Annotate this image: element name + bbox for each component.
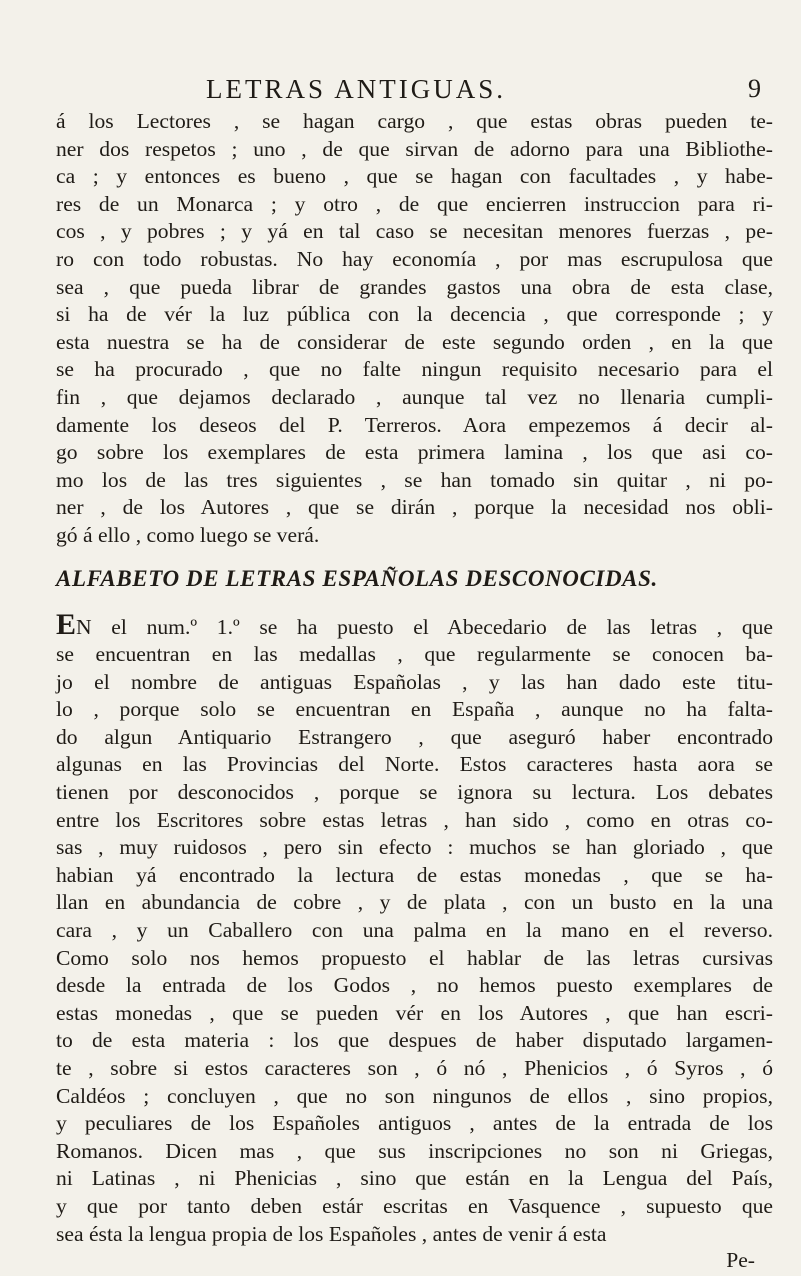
text-line: jo el nombre de antiguas Españolas , y las han dado este titu-: [56, 669, 773, 694]
section-paragraph: [56, 607, 773, 1249]
text-line: ner , de los Autores , que se dirán , porque la necesidad nos obli-: [56, 495, 773, 520]
text-line: Caldéos ; concluyen , que no son ningunos de ellos , sino propios,: [56, 1083, 773, 1108]
text-line: y que por tanto deben estár escritas en Vasquence , supuesto que: [56, 1193, 773, 1218]
text-line: si ha de vér la luz pública con la decencia , que corresponde ; y: [56, 302, 773, 327]
intro-paragraph: [56, 108, 773, 550]
text-line: fin , que dejamos declarado , aunque tal vez no llenaria cumpli-: [56, 384, 773, 409]
text-line: ro con todo robustas. No hay economía , por mas escrupulosa que: [56, 246, 773, 271]
text-line: entre los Escritores sobre estas letras , han sido , como en otras co-: [56, 807, 773, 832]
text-line: lo , porque solo se encuentran en España , aunque no ha falta-: [56, 697, 773, 722]
section-heading: ALFABETO DE LETRAS ESPAÑOLAS DESCONOCIDAS.: [56, 565, 658, 591]
text-line: Como solo nos hemos propuesto el hablar de las letras cursivas: [56, 945, 773, 970]
text-line: sas , muy ruidosos , pero sin efecto : muchos se han gloriado , que: [56, 835, 773, 860]
page-number: 9: [748, 74, 761, 103]
text-line: ni Latinas , ni Phenicias , sino que están en la Lengua del País,: [56, 1166, 773, 1191]
text-line: ner dos respetos ; uno , de que sirvan de adorno para una Bibliothe-: [56, 136, 773, 161]
text-line: llan en abundancia de cobre , y de plata , con un busto en la una: [56, 890, 773, 915]
text-line: tienen por desconocidos , porque se ignora su lectura. Los debates: [56, 780, 773, 805]
text-line: algunas en las Provincias del Norte. Estos caracteres hasta aora se: [56, 752, 773, 777]
text-line: sea ésta la lengua propia de los Españoles , antes de venir á esta: [56, 1221, 607, 1246]
running-title: LETRAS ANTIGUAS.: [206, 74, 507, 104]
text-line: estas monedas , que se pueden vér en los Autores , que han escri-: [56, 1000, 773, 1025]
text-line: Romanos. Dicen mas , que sus inscripciones no son ni Griegas,: [56, 1138, 773, 1163]
text-line: habian yá encontrado la lectura de estas monedas , que se ha-: [56, 862, 773, 887]
text-line: damente los deseos del P. Terreros. Aora empezemos á decir al-: [56, 412, 773, 437]
text-line: do algun Antiquario Estrangero , que aseguró haber encontrado: [56, 724, 773, 749]
page-footer: [56, 1248, 773, 1276]
text-line: res de un Monarca ; y otro , de que encierren instruccion para ri-: [56, 191, 773, 216]
text-line: se ha procurado , que no falte ningun requisito necesario para el: [56, 357, 773, 382]
text-line: desde la entrada de los Godos , no hemos puesto exemplares de: [56, 973, 773, 998]
page-body: [56, 108, 773, 1248]
text-line: te , sobre si estos caracteres son , ó nó , Phenicios , ó Syros , ó: [56, 1056, 773, 1080]
drop-cap: E: [56, 607, 77, 641]
text-line-content: N el num.º 1.º se ha puesto el Abecedario de las letras , que: [76, 614, 773, 639]
text-line: esta nuestra se ha de considerar de este segundo orden , en la que: [56, 329, 773, 354]
text-line: se encuentran en las medallas , que regularmente se conocen ba-: [56, 642, 773, 667]
text-line: á los Lectores , se hagan cargo , que estas obras pueden te-: [56, 109, 773, 133]
text-line: cos , y pobres ; y yá en tal caso se necesitan menores fuerzas , pe-: [56, 219, 773, 244]
catchword: Pe-: [726, 1248, 755, 1273]
text-line: to de esta materia : los que despues de haber disputado largamen-: [56, 1028, 773, 1053]
page-header: [56, 74, 773, 108]
text-line: cara , y un Caballero con una palma en la mano en el reverso.: [56, 918, 773, 943]
text-line: [56, 607, 773, 642]
text-line: go sobre los exemplares de esta primera lamina , los que asi co-: [56, 440, 773, 465]
text-line: mo los de las tres siguientes , se han tomado sin quitar , ni po-: [56, 467, 773, 492]
text-line: ca ; y entonces es bueno , que se hagan con facultades , y habe-: [56, 164, 773, 189]
text-line: y peculiares de los Españoles antiguos , antes de la entrada de los: [56, 1111, 773, 1136]
text-line: sea , que pueda librar de grandes gastos una obra de esta clase,: [56, 274, 773, 299]
text-line: gó á ello , como luego se verá.: [56, 522, 320, 547]
